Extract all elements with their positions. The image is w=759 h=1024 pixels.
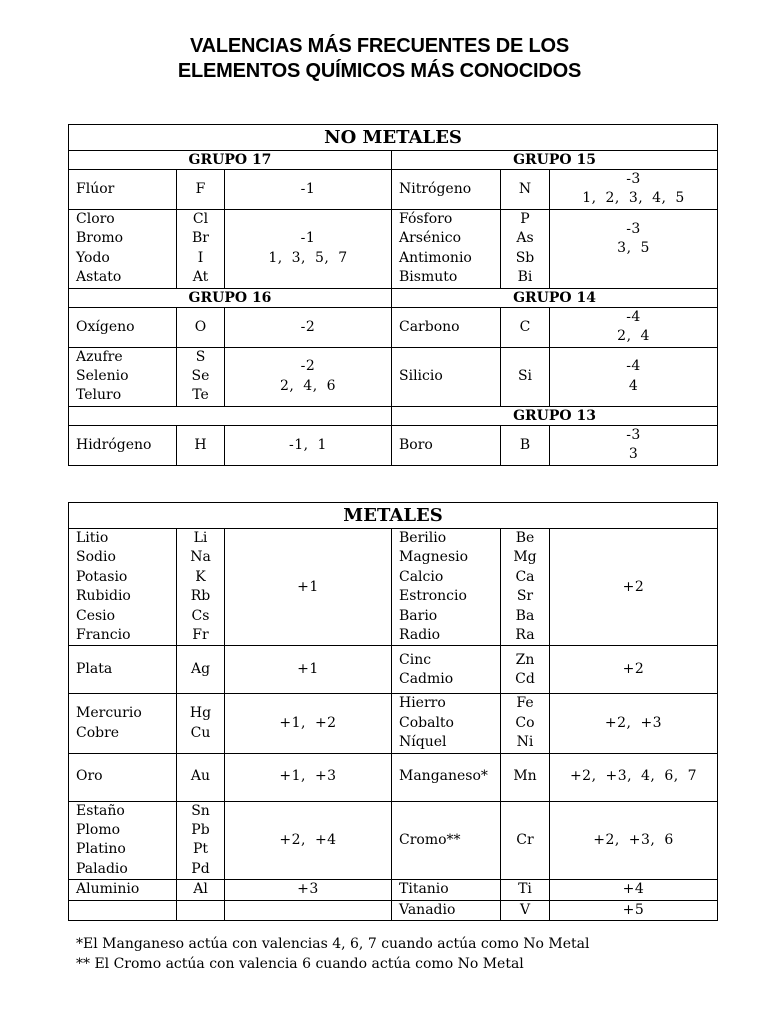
element-symbol: Mn bbox=[501, 753, 550, 801]
valence: +2, +3, 6 bbox=[550, 801, 718, 880]
valence: -1 bbox=[225, 170, 392, 210]
valence: -3 3 bbox=[550, 425, 718, 465]
table-row bbox=[69, 880, 718, 900]
metals-header: METALES bbox=[69, 503, 718, 529]
valence: -3 1, 2, 3, 4, 5 bbox=[550, 170, 718, 210]
element-symbols: Be Mg Ca Sr Ba Ra bbox=[501, 529, 550, 646]
empty-cell bbox=[225, 900, 392, 920]
element-symbol: C bbox=[501, 307, 550, 347]
valence: -2 bbox=[225, 307, 392, 347]
valence: +1 bbox=[225, 646, 392, 694]
table-row bbox=[69, 529, 718, 646]
table-row bbox=[69, 801, 718, 880]
element-name: Flúor bbox=[69, 170, 177, 210]
valence: +2, +3, 4, 6, 7 bbox=[550, 753, 718, 801]
metals-table bbox=[68, 502, 718, 921]
element-symbols: Sn Pb Pt Pd bbox=[177, 801, 225, 880]
group-15-label: GRUPO 15 bbox=[392, 151, 718, 170]
element-names: Cloro Bromo Yodo Astato bbox=[69, 209, 177, 288]
valence: +3 bbox=[225, 880, 392, 900]
element-name: Oro bbox=[69, 753, 177, 801]
footnote-cromo: ** El Cromo actúa con valencia 6 cuando actúa como No Metal bbox=[76, 956, 524, 972]
element-name: Oxígeno bbox=[69, 307, 177, 347]
element-name: Carbono bbox=[392, 307, 501, 347]
element-name: Plata bbox=[69, 646, 177, 694]
valence: +1, +3 bbox=[225, 753, 392, 801]
element-names: Azufre Selenio Teluro bbox=[69, 347, 177, 406]
element-symbol: Si bbox=[501, 347, 550, 406]
table-row bbox=[69, 753, 718, 801]
element-symbols: Zn Cd bbox=[501, 646, 550, 694]
footnote-manganeso: *El Manganeso actúa con valencias 4, 6, 7 cuando actúa como No Metal bbox=[76, 936, 590, 952]
nonmetals-table bbox=[68, 124, 718, 466]
element-name: Hidrógeno bbox=[69, 425, 177, 465]
table-row bbox=[69, 307, 718, 347]
table-row bbox=[69, 170, 718, 210]
empty-cell bbox=[177, 900, 225, 920]
element-names: Fósforo Arsénico Antimonio Bismuto bbox=[392, 209, 501, 288]
element-names: Litio Sodio Potasio Rubidio Cesio Francio bbox=[69, 529, 177, 646]
table-row bbox=[69, 347, 718, 406]
group-13-label: GRUPO 13 bbox=[392, 406, 718, 425]
valence: -1, 1 bbox=[225, 425, 392, 465]
element-names: Berilio Magnesio Calcio Estroncio Bario Radio bbox=[392, 529, 501, 646]
element-symbol: F bbox=[177, 170, 225, 210]
valence: +5 bbox=[550, 900, 718, 920]
valence: -2 2, 4, 6 bbox=[225, 347, 392, 406]
title-line-1: VALENCIAS MÁS FRECUENTES DE LOS bbox=[189, 35, 569, 57]
valence: +2 bbox=[550, 646, 718, 694]
table-row bbox=[69, 900, 718, 920]
element-name: Silicio bbox=[392, 347, 501, 406]
valence: +1, +2 bbox=[225, 694, 392, 753]
element-symbols: S Se Te bbox=[177, 347, 225, 406]
element-symbol: O bbox=[177, 307, 225, 347]
title-line-2: ELEMENTOS QUÍMICOS MÁS CONOCIDOS bbox=[177, 60, 582, 82]
element-symbols: Fe Co Ni bbox=[501, 694, 550, 753]
element-name: Nitrógeno bbox=[392, 170, 501, 210]
element-symbol: Al bbox=[177, 880, 225, 900]
valence: -1 1, 3, 5, 7 bbox=[225, 209, 392, 288]
element-name: Manganeso* bbox=[392, 753, 501, 801]
empty-cell bbox=[69, 900, 177, 920]
empty-group-cell bbox=[69, 406, 392, 425]
element-name: Vanadio bbox=[392, 900, 501, 920]
table-row bbox=[69, 694, 718, 753]
element-symbols: P As Sb Bi bbox=[501, 209, 550, 288]
element-name: Titanio bbox=[392, 880, 501, 900]
element-symbol: B bbox=[501, 425, 550, 465]
valence: +4 bbox=[550, 880, 718, 900]
element-symbol: V bbox=[501, 900, 550, 920]
element-symbol: Ag bbox=[177, 646, 225, 694]
valence: -4 4 bbox=[550, 347, 718, 406]
group-17-label: GRUPO 17 bbox=[69, 151, 392, 170]
element-symbol: Au bbox=[177, 753, 225, 801]
element-symbol: Cr bbox=[501, 801, 550, 880]
element-name: Aluminio bbox=[69, 880, 177, 900]
element-symbols: Hg Cu bbox=[177, 694, 225, 753]
element-symbol: N bbox=[501, 170, 550, 210]
element-symbol: H bbox=[177, 425, 225, 465]
group-14-label: GRUPO 14 bbox=[392, 288, 718, 307]
element-name: Boro bbox=[392, 425, 501, 465]
valence: +2, +4 bbox=[225, 801, 392, 880]
table-row bbox=[69, 209, 718, 288]
element-names: Estaño Plomo Platino Paladio bbox=[69, 801, 177, 880]
valence: +2 bbox=[550, 529, 718, 646]
element-names: Mercurio Cobre bbox=[69, 694, 177, 753]
element-names: Hierro Cobalto Níquel bbox=[392, 694, 501, 753]
element-name: Cromo** bbox=[392, 801, 501, 880]
valence: -4 2, 4 bbox=[550, 307, 718, 347]
document-title bbox=[0, 34, 759, 84]
valence: +1 bbox=[225, 529, 392, 646]
group-16-label: GRUPO 16 bbox=[69, 288, 392, 307]
table-row bbox=[69, 646, 718, 694]
element-symbols: Li Na K Rb Cs Fr bbox=[177, 529, 225, 646]
valence: +2, +3 bbox=[550, 694, 718, 753]
element-symbols: Cl Br I At bbox=[177, 209, 225, 288]
table-row bbox=[69, 425, 718, 465]
nonmetals-header: NO METALES bbox=[69, 125, 718, 151]
valence: -3 3, 5 bbox=[550, 209, 718, 288]
element-symbol: Ti bbox=[501, 880, 550, 900]
element-names: Cinc Cadmio bbox=[392, 646, 501, 694]
